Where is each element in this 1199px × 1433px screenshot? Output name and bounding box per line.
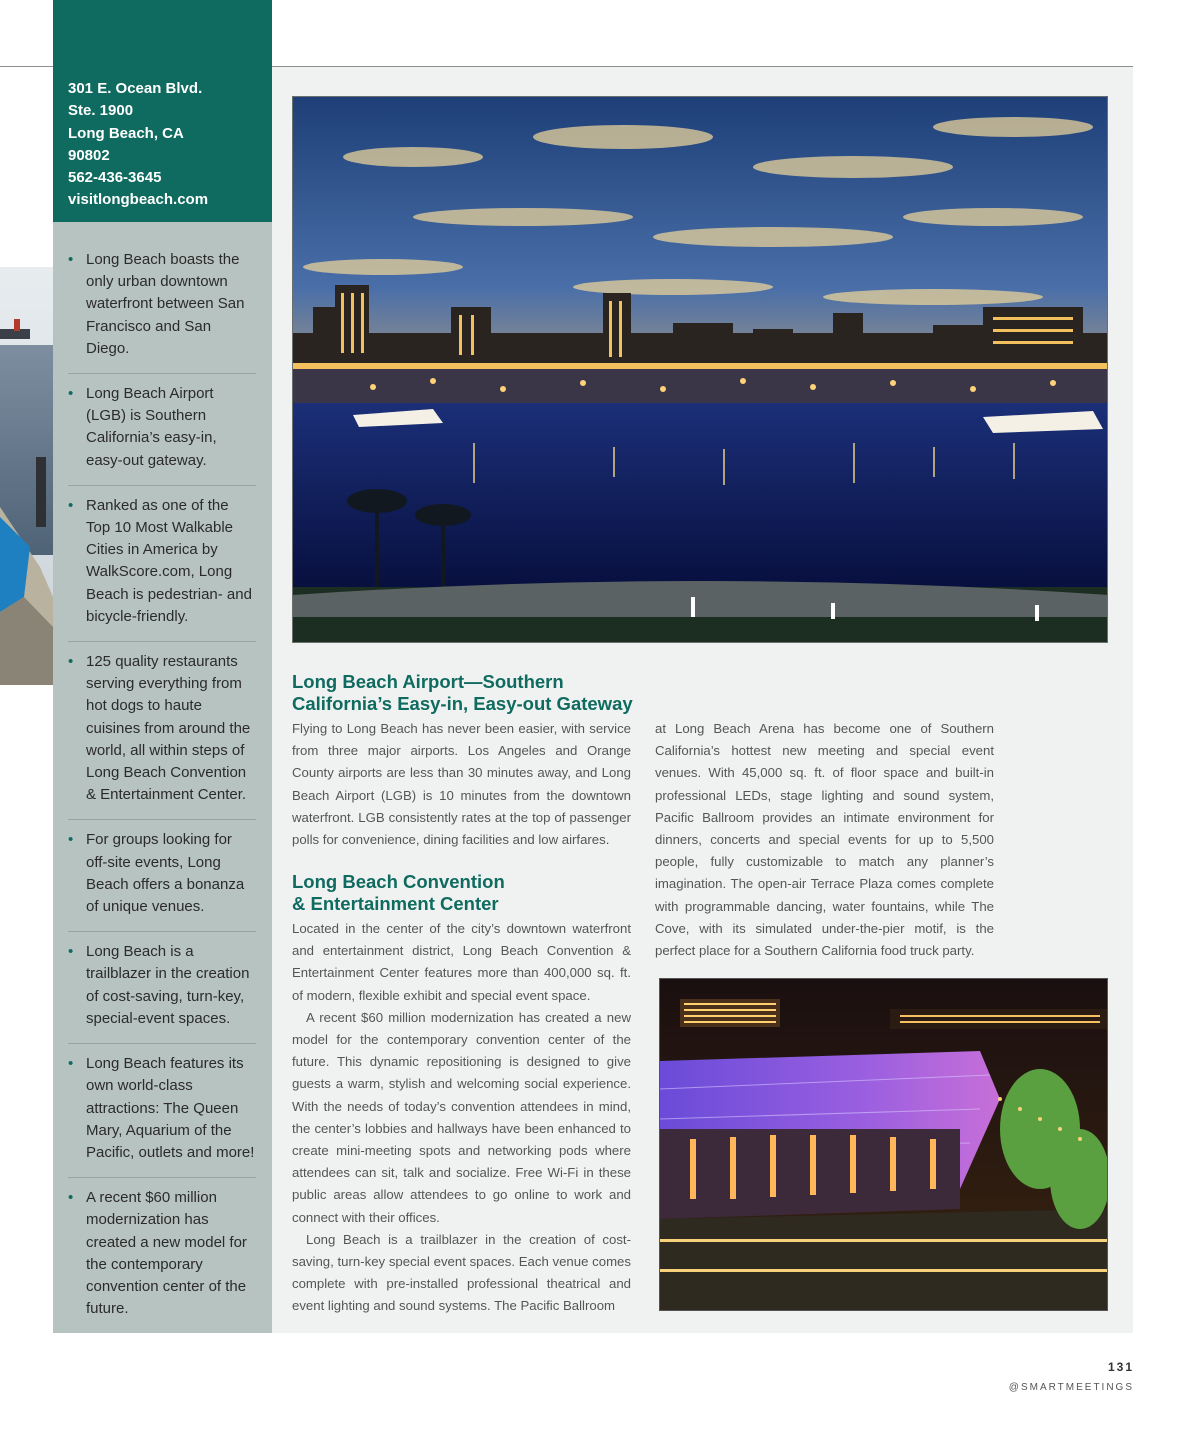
fact-text: Ranked as one of the Top 10 Most Walkable Cities in America by WalkScore.com, Long Beach is pedestrian- and bicycle-friendly.: [86, 496, 252, 625]
waterfront-photo-crop: [0, 267, 53, 685]
fact-item: [68, 383, 256, 486]
fact-text: A recent $60 million modernization has created a new model for the contemporary convention center of the future.: [86, 1189, 247, 1318]
convention-paragraph-3: Long Beach is a trailblazer in the creation of cost-saving, turn-key special event spaces. Each venue comes complete with pre-installed professional theatrical and event lighting and sound systems. The Pacific Ballroom: [292, 1231, 631, 1314]
convention-paragraph-1: Located in the center of the city’s downtown waterfront and entertainment district, Long Beach Convention & Entertainment Center features more than 400,000 sq. ft. of modern, flexible exhibit and special event space.: [292, 921, 631, 1003]
hero-skyline-photo: [292, 96, 1108, 643]
fact-text: 125 quality restaurants serving everything from hot dogs to haute cuisines from around the world, all within steps of Long Beach Convention & Entertainment Center.: [86, 653, 251, 804]
page-number: 131: [1107, 1360, 1134, 1374]
contact-zip: 90802: [68, 146, 110, 164]
contact-phone[interactable]: 562-436-3645: [68, 169, 162, 187]
fact-item: [68, 1053, 256, 1178]
fact-text: Long Beach is a trailblazer in the creation of cost-saving, turn-key, special-event spaces.: [86, 943, 250, 1027]
convention-heading-line2: & Entertainment Center: [292, 893, 499, 914]
fact-item: [68, 651, 256, 820]
airport-heading-line2: California’s Easy-in, Easy-out Gateway: [292, 693, 633, 714]
convention-heading-line1: Long Beach Convention: [292, 871, 505, 892]
facts-sidebar: [53, 222, 272, 1333]
convention-paragraph-2: A recent $60 million modernization has created a new model for the contemporary convention center of the future. This dynamic repositioning is designed to give guests a warm, stylish and welcoming social experience. With the needs of today’s convention attendees in mind, the center’s lobbies and hallways have been enhanced to create mini-meeting spots and networking pods where attendees can sit, talk and socialize. Free Wi-Fi in these public areas allow attendees to go online to work and connect with their offices.: [292, 1009, 631, 1225]
convention-heading: [292, 871, 505, 915]
fact-text: Long Beach features its own world-class attractions: The Queen Mary, Aquarium of the Pacific, outlets and more!: [86, 1055, 255, 1161]
contact-website-link[interactable]: visitlongbeach.com: [68, 191, 209, 209]
fact-item: [68, 495, 256, 642]
fact-text: For groups looking for off-site events, Long Beach offers a bonanza of unique venues.: [86, 831, 245, 916]
continued-paragraph: at Long Beach Arena has become one of Southern California’s hottest new meeting and special event venues. With 45,000 sq. ft. of floor space and built-in professional LEDs, stage lighting and sound system, Pacific Ballroom provides an intimate environment for dinners, concerts and special events for up to 5,500 people, fully customizable to match any planner’s imagination. The open-air Terrace Plaza comes complete with programmable dancing, water fountains, while The Cove, with its simulated under-the-pier motif, is the perfect place for a Southern California food truck party.: [655, 721, 994, 959]
contact-street: 301 E. Ocean Blvd.: [68, 80, 203, 97]
contact-block: [53, 0, 272, 222]
fact-text: Long Beach boasts the only urban downtown waterfront between San Francisco and San Diego.: [86, 251, 245, 357]
fact-item: [68, 249, 256, 374]
fact-item: [68, 829, 256, 932]
airport-paragraph: Flying to Long Beach has never been easier, with service from three major airports. Los Angeles and Orange County airports are less than 30 minutes away, and Long Beach Airport (LGB) is 10 minutes from the downtown waterfront. LGB consistently rates at the top of passenger polls for convenience, dining facilities and low airfares.: [292, 721, 631, 848]
convention-body: [292, 918, 631, 1318]
airport-heading-line1: Long Beach Airport—Southern: [292, 671, 564, 692]
continued-body: [655, 718, 994, 962]
contact-suite: Ste. 1900: [68, 102, 134, 120]
contact-city: Long Beach, CA: [68, 124, 184, 142]
social-handle: @SMARTMEETINGS: [1008, 1382, 1134, 1393]
fact-text: Long Beach Airport (LGB) is Southern California’s easy-in, easy-out gateway.: [86, 385, 217, 469]
airport-body: [292, 718, 631, 851]
facts-list: [53, 222, 272, 1333]
convention-center-photo: [659, 978, 1108, 1311]
fact-item: [68, 941, 256, 1044]
airport-heading: [292, 671, 633, 715]
fact-item: [68, 1187, 256, 1333]
